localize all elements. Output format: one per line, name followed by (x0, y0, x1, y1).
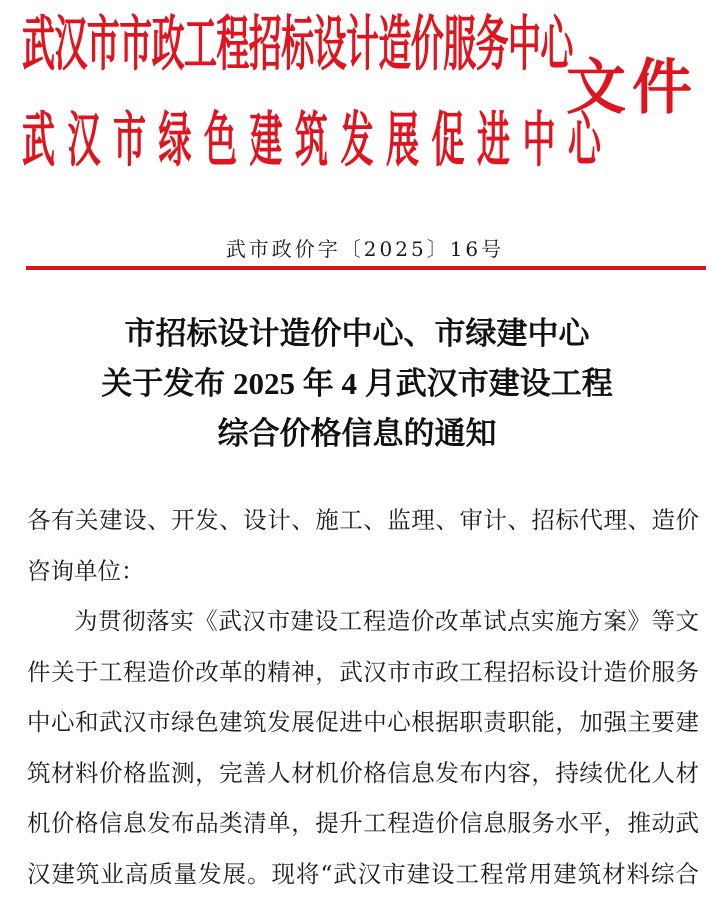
notice-body (27, 495, 699, 899)
notice-title (0, 309, 714, 459)
title-line-2: 关于发布 2025 年 4 月武汉市建设工程 (0, 359, 714, 409)
issuing-org-line-2: 武汉市绿色建筑发展促进中心 (22, 110, 556, 169)
paragraph-line-6: 汉建筑业高质量发展。现将“武汉市建设工程常用建筑材料综合 (27, 849, 699, 899)
title-line-3: 综合价格信息的通知 (0, 409, 714, 459)
issuing-org-line-1: 武汉市市政工程招标设计造价服务中心 (22, 14, 556, 73)
document-type-label: 文件 (566, 58, 698, 118)
title-line-1: 市招标设计造价中心、市绿建中心 (0, 309, 714, 359)
paragraph-line-1: 为贯彻落实《武汉市建设工程造价改革试点实施方案》等文 (27, 596, 699, 647)
red-divider-line (26, 266, 706, 270)
addressee-line-2: 咨询单位： (27, 546, 699, 597)
paragraph-line-2: 件关于工程造价改革的精神，武汉市市政工程招标设计造价服务 (27, 647, 699, 698)
paragraph-line-5: 机价格信息发布品类清单，提升工程造价信息服务水平，推动武 (27, 798, 699, 849)
addressee-line-1: 各有关建设、开发、设计、施工、监理、审计、招标代理、造价 (27, 495, 699, 546)
paragraph-line-4: 筑材料价格监测，完善人材机价格信息发布内容，持续优化人材 (27, 748, 699, 799)
document-number: 武市政价字〔2025〕16号 (0, 239, 714, 259)
paragraph-line-3: 中心和武汉市绿色建筑发展促进中心根据职责职能，加强主要建 (27, 697, 699, 748)
